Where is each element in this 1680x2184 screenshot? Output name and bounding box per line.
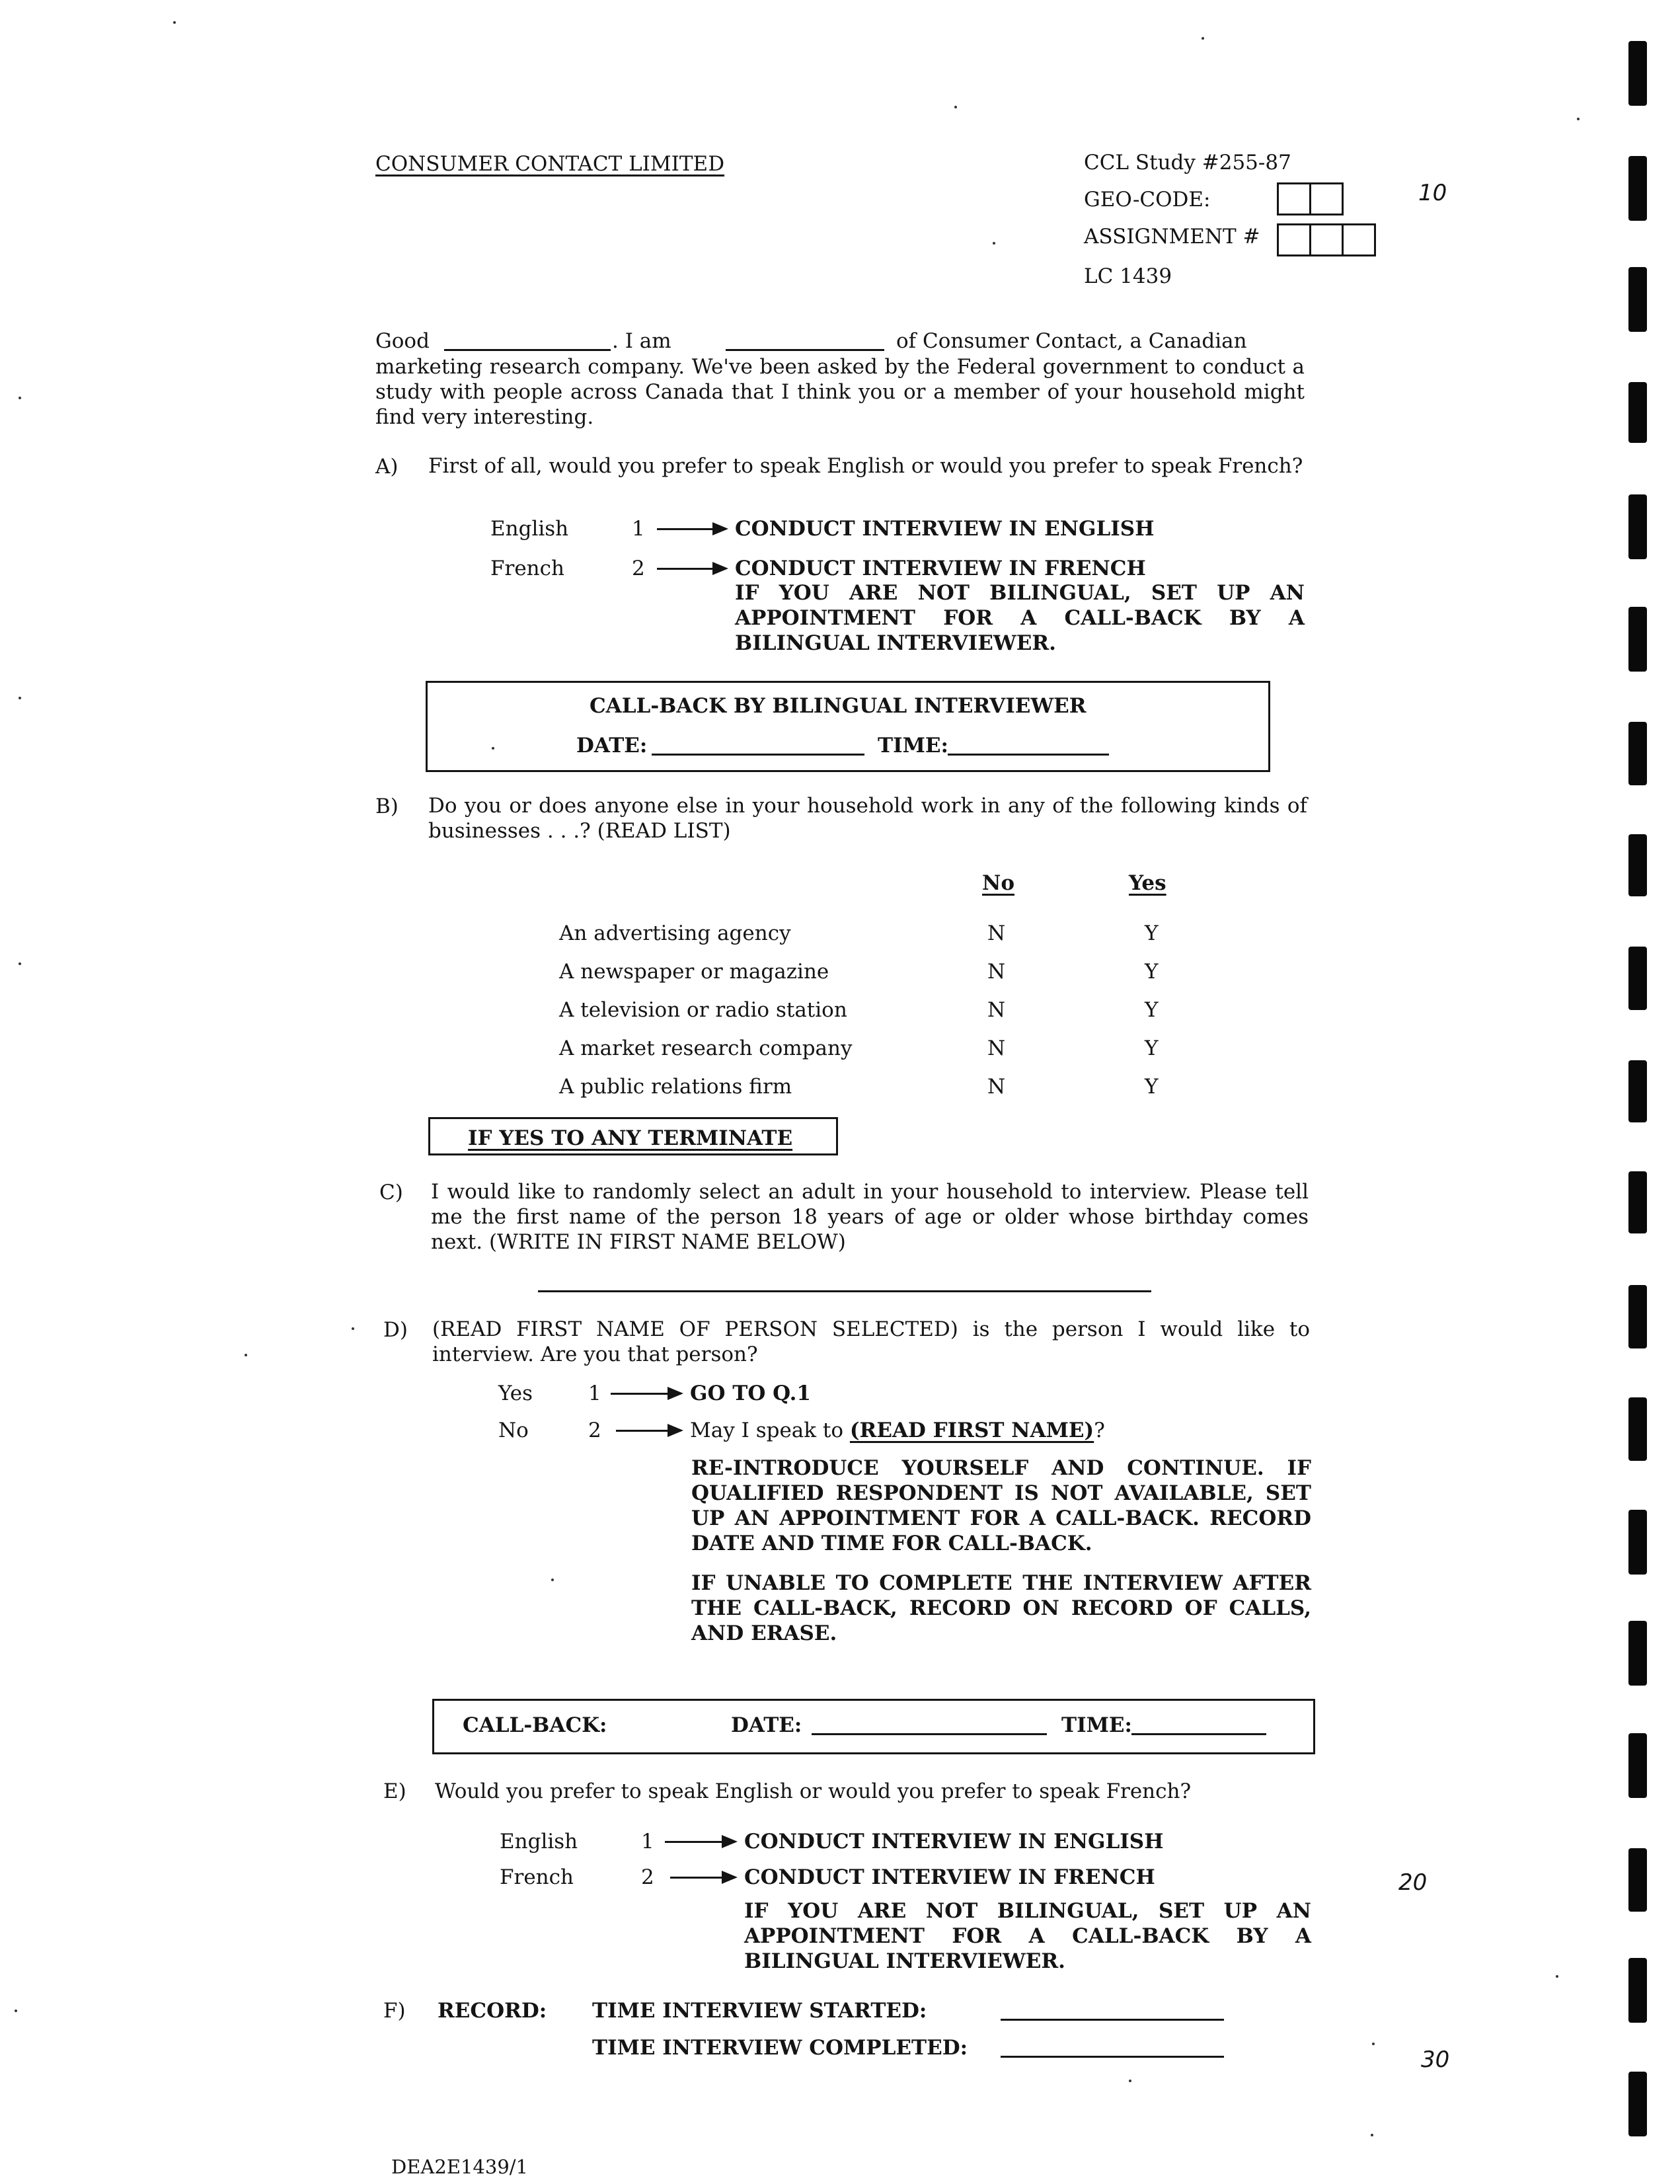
qb-row-yes[interactable]: Y [1145,921,1159,945]
intro-paragraph: marketing research company. We've been asked by the Federal government to conduct a study with people across Canada that I think you or a member of your household might find very interesting. [375,355,1305,429]
scan-mark [1628,834,1647,896]
qb-row-yes[interactable]: Y [1145,998,1159,1022]
qb-row-yes[interactable]: Y [1145,1036,1159,1060]
scan-speck [1129,2080,1131,2082]
question-b-label: B) [375,795,399,818]
qb-row-label: A television or radio station [559,998,847,1022]
qd-reintroduce-note: RE-INTRODUCE YOURSELF AND CONTINUE. IF QUALIFIED RESPONDENT IS NOT AVAILABLE, SET UP AN APPOINTMENT FOR A CALL-BACK. RECORD DATE AND TIME FOR CALL-BACK. [691,1456,1311,1555]
callback1-time-label: TIME: [878,734,948,758]
qd-no-arrow-icon [616,1430,681,1432]
interviewer-name-blank[interactable] [726,349,884,351]
scan-mark [1628,1060,1647,1122]
qa-french-arrow-icon [657,568,726,570]
qb-row-no[interactable]: N [987,1075,1006,1099]
scan-mark [1628,1510,1647,1575]
scan-mark [1628,1397,1647,1461]
scan-mark [1628,1285,1647,1348]
qf-started-label: TIME INTERVIEW STARTED: [592,1999,927,2023]
scan-mark [1628,267,1647,332]
qb-row-no[interactable]: N [987,921,1006,945]
question-b-text: Do you or does anyone else in your household work in any of the following kinds of businesses . . .? (READ LIST) [428,794,1307,843]
assignment-label: ASSIGNMENT # [1084,225,1260,249]
callback1-time-field[interactable] [948,754,1109,756]
company-name: CONSUMER CONTACT LIMITED [375,152,725,176]
question-f-label: F) [383,1999,406,2023]
scan-speck [1371,2134,1373,2136]
qb-row-no[interactable]: N [987,1036,1006,1060]
terminate-instruction: IF YES TO ANY TERMINATE [468,1126,793,1150]
scan-speck [245,1354,247,1356]
qd-no-code: 2 [588,1419,601,1442]
qf-record-label: RECORD: [438,1999,547,2023]
question-e-text: Would you prefer to speak English or would you prefer to speak French? [435,1779,1192,1803]
callback1-date-label: DATE: [576,734,648,758]
scan-mark [1628,607,1647,672]
qb-row-yes[interactable]: Y [1145,960,1159,984]
qd-yes-label: Yes [498,1382,533,1405]
qd-yes-instruction: GO TO Q.1 [690,1382,811,1405]
qd-unable-note: IF UNABLE TO COMPLETE THE INTERVIEW AFTER THE CALL-BACK, RECORD ON RECORD OF CALLS, AND ERASE. [691,1571,1311,1645]
scan-mark [1628,2072,1647,2136]
scan-speck [352,1327,354,1330]
qa-option-english-code: 1 [632,517,645,541]
scan-mark [1628,156,1647,221]
scan-speck [492,747,494,750]
handwritten-number-10: 10 [1418,180,1447,206]
scan-mark [1628,1621,1647,1686]
scan-mark [1628,382,1647,443]
qa-option-english-label: English [490,517,569,541]
time-completed-field[interactable] [1001,2056,1224,2058]
qe-option-english-code: 1 [641,1830,654,1853]
qa-english-arrow-icon [657,528,726,530]
qb-row-no[interactable]: N [987,998,1006,1022]
qe-english-arrow-icon [665,1841,735,1843]
scan-speck [993,242,995,245]
qe-option-french-instruction: CONDUCT INTERVIEW IN FRENCH [744,1865,1155,1889]
question-a-text: First of all, would you prefer to speak English or would you prefer to speak French? [428,454,1303,478]
qb-column-yes: Yes [1129,871,1166,895]
geo-code-box-2[interactable] [1309,182,1344,215]
scan-speck [19,697,21,699]
intro-good: Good [375,329,430,353]
greeting-blank[interactable] [444,349,611,351]
scan-speck [19,962,21,965]
qf-completed-label: TIME INTERVIEW COMPLETED: [592,2036,968,2060]
intro-line1-end: of Consumer Contact, a Canadian [896,329,1247,353]
qd-yes-arrow-icon [611,1393,681,1395]
geo-code-box-1[interactable] [1277,182,1311,215]
scan-mark [1628,947,1647,1010]
question-c-label: C) [379,1181,403,1204]
handwritten-number-30: 30 [1421,2047,1450,2073]
question-d-text: (READ FIRST NAME OF PERSON SELECTED) is the person I would like to interview. Are you that person? [432,1317,1310,1366]
scan-speck [1556,1975,1558,1978]
scan-speck [15,2009,17,2012]
qa-option-french-code: 2 [632,557,645,580]
scan-speck [173,21,176,24]
scan-speck [1577,118,1580,120]
handwritten-number-20: 20 [1398,1869,1428,1896]
footer-code: DEA2E1439/1 [391,2156,529,2178]
callback2-label: CALL-BACK: [463,1713,607,1737]
question-d-label: D) [383,1318,408,1342]
qe-option-french-code: 2 [641,1865,654,1889]
qd-no-instruction-ref: (READ FIRST NAME) [849,1419,1094,1442]
qa-option-french-label: French [490,557,564,580]
scan-mark [1628,41,1647,106]
callback2-time-label: TIME: [1061,1713,1132,1737]
scan-mark [1628,722,1647,785]
intro-i-am: . I am [612,329,671,353]
qa-option-french-instruction: CONDUCT INTERVIEW IN FRENCH [735,557,1146,580]
scan-speck [19,397,21,399]
qe-option-french-label: French [500,1865,574,1889]
scan-mark [1628,494,1647,559]
callback1-title: CALL-BACK BY BILINGUAL INTERVIEWER [590,694,1087,718]
scan-speck [1372,2043,1375,2045]
qd-no-label: No [498,1419,529,1442]
scan-speck [1202,37,1204,40]
qd-no-instruction: May I speak to (READ FIRST NAME)? [690,1419,1105,1442]
scan-speck [954,106,957,108]
callback2-time-field[interactable] [1131,1733,1266,1735]
assignment-box-3[interactable] [1342,223,1376,256]
callback1-date-field[interactable] [652,754,864,756]
question-c-text: I would like to randomly select an adult in your household to interview. Please tell me the first name of the person 18 years of age or older whose birthday comes next. (WRITE IN FIRST NAME BELOW) [431,1180,1309,1254]
study-number: CCL Study #255-87 [1084,151,1291,175]
scan-mark [1628,1958,1647,2023]
qa-bilingual-note: IF YOU ARE NOT BILINGUAL, SET UP AN APPOINTMENT FOR A CALL-BACK BY A BILINGUAL INTERVIEWER. [735,581,1305,655]
qb-column-no: No [982,871,1015,895]
first-name-field[interactable] [538,1290,1151,1292]
qb-row-yes[interactable]: Y [1145,1075,1159,1099]
qd-yes-code: 1 [588,1382,601,1405]
scan-speck [551,1579,554,1581]
time-started-field[interactable] [1001,2019,1224,2021]
qb-row-label: A market research company [559,1036,853,1060]
lc-number: LC 1439 [1084,264,1172,288]
scan-mark [1628,1733,1647,1798]
question-e-label: E) [383,1779,406,1803]
callback2-date-label: DATE: [731,1713,802,1737]
assignment-box-1[interactable] [1277,223,1311,256]
assignment-box-2[interactable] [1309,223,1344,256]
geo-code-label: GEO-CODE: [1084,188,1211,212]
qb-row-label: An advertising agency [559,921,791,945]
qa-option-english-instruction: CONDUCT INTERVIEW IN ENGLISH [735,517,1155,541]
scan-mark [1628,1848,1647,1912]
qb-row-no[interactable]: N [987,960,1006,984]
scan-mark [1628,1171,1647,1233]
qe-bilingual-note: IF YOU ARE NOT BILINGUAL, SET UP AN APPOINTMENT FOR A CALL-BACK BY A BILINGUAL INTERVIEWER. [744,1899,1311,1973]
question-a-label: A) [375,455,399,479]
callback2-date-field[interactable] [812,1733,1047,1735]
qb-row-label: A public relations firm [559,1075,792,1099]
qe-option-english-instruction: CONDUCT INTERVIEW IN ENGLISH [744,1830,1164,1853]
qe-option-english-label: English [500,1830,578,1853]
qb-row-label: A newspaper or magazine [559,960,829,984]
qe-french-arrow-icon [670,1877,735,1879]
